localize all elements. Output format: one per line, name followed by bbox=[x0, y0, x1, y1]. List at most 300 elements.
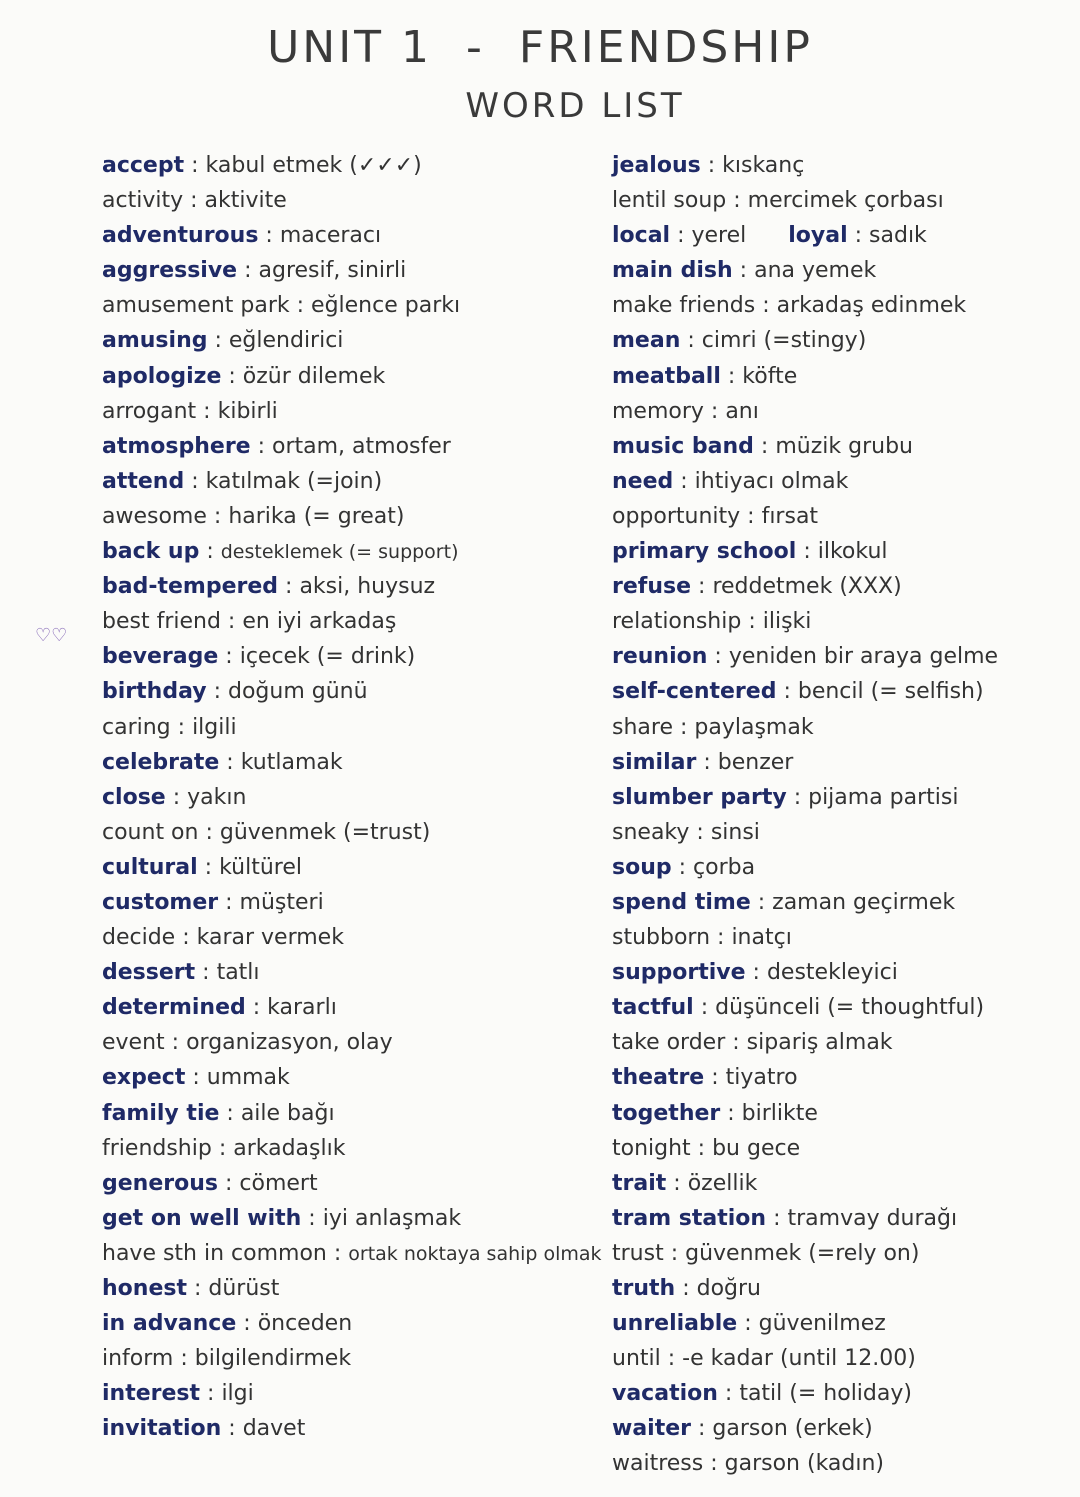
word-entry bbox=[102, 394, 592, 429]
separator: : bbox=[737, 1311, 759, 1337]
word-term: beverage bbox=[102, 644, 219, 670]
word-definition: özür dilemek bbox=[242, 363, 386, 389]
word-term: make friends bbox=[612, 293, 756, 319]
word-entry bbox=[102, 745, 592, 780]
topic-label: FRIENDSHIP bbox=[518, 22, 813, 73]
word-definition: en iyi arkadaş bbox=[242, 609, 397, 635]
word-definition: birlikte bbox=[741, 1100, 818, 1126]
word-definition: dürüst bbox=[208, 1276, 280, 1301]
separator: : bbox=[710, 925, 732, 951]
word-entry bbox=[102, 148, 592, 183]
word-definition: maceracı bbox=[279, 223, 382, 249]
separator: : bbox=[726, 188, 748, 214]
heart-doodle-icon: ♡♡ bbox=[35, 625, 68, 646]
word-definition: sadık bbox=[869, 223, 927, 249]
word-entry bbox=[102, 1341, 592, 1376]
word-entry bbox=[102, 253, 592, 288]
word-entry bbox=[612, 394, 1072, 429]
separator: : bbox=[707, 644, 729, 670]
word-definition: -e kadar (until 12.00) bbox=[682, 1346, 916, 1372]
word-entry bbox=[102, 429, 592, 464]
separator: : bbox=[184, 468, 206, 494]
separator: : bbox=[670, 223, 692, 249]
word-definition: harika (= great) bbox=[228, 503, 405, 529]
word-term: music band bbox=[612, 433, 754, 459]
separator: : bbox=[183, 188, 205, 214]
word-term: event bbox=[102, 1030, 165, 1056]
word-definition: ortam, atmosfer bbox=[272, 433, 451, 459]
separator: : bbox=[236, 1311, 258, 1337]
word-term: inform bbox=[102, 1346, 174, 1372]
word-definition: güvenilmez bbox=[758, 1311, 886, 1337]
separator: : bbox=[196, 398, 218, 424]
separator: : bbox=[258, 223, 280, 249]
separator: : bbox=[796, 539, 818, 565]
page-title bbox=[0, 22, 1080, 73]
word-term: have sth in common bbox=[102, 1240, 327, 1266]
separator: : bbox=[245, 995, 268, 1021]
word-definition: müşteri bbox=[239, 889, 324, 915]
word-term: expect bbox=[102, 1065, 186, 1091]
separator: : bbox=[221, 363, 243, 389]
word-term: awesome bbox=[102, 503, 207, 529]
word-entry bbox=[612, 955, 1072, 990]
separator: : bbox=[725, 1030, 747, 1056]
separator: : bbox=[690, 1135, 713, 1161]
word-term: sneaky bbox=[612, 819, 690, 845]
word-definition: aile bağı bbox=[240, 1100, 335, 1126]
word-entry bbox=[102, 464, 592, 499]
word-entry bbox=[612, 1306, 1072, 1341]
word-entry bbox=[102, 1131, 592, 1166]
separator: : bbox=[786, 784, 809, 810]
word-definition: inatçı bbox=[731, 925, 792, 951]
word-entry bbox=[612, 920, 1072, 955]
word-entry bbox=[612, 604, 1072, 639]
word-term: best friend bbox=[102, 609, 221, 635]
word-term: reunion bbox=[612, 644, 708, 670]
word-entry bbox=[612, 288, 1072, 323]
word-entry bbox=[612, 1236, 1072, 1271]
word-definition: ortak noktaya sahip olmak bbox=[348, 1242, 602, 1265]
separator: : bbox=[703, 398, 726, 424]
separator: : bbox=[221, 1416, 243, 1442]
separator: : bbox=[691, 574, 713, 600]
word-definition: anı bbox=[725, 398, 759, 424]
separator: : bbox=[278, 574, 300, 600]
word-entry bbox=[102, 990, 592, 1025]
word-term: aggressive bbox=[102, 258, 238, 284]
separator: : bbox=[207, 328, 229, 354]
word-definition: katılmak (=join) bbox=[205, 468, 383, 494]
word-term: amusement park bbox=[102, 293, 290, 319]
word-term: dessert bbox=[102, 960, 196, 986]
word-term: soup bbox=[612, 854, 672, 880]
word-definition: aktivite bbox=[204, 188, 287, 214]
word-term: bad-tempered bbox=[102, 574, 279, 600]
word-entry bbox=[612, 359, 1072, 394]
word-term: meatball bbox=[612, 363, 721, 389]
word-entry bbox=[102, 1025, 592, 1060]
word-definition: desteklemek (= support) bbox=[220, 541, 459, 564]
word-definition: yerel bbox=[691, 223, 747, 249]
word-definition: sinsi bbox=[710, 819, 760, 845]
separator: : bbox=[237, 258, 259, 284]
word-term: adventurous bbox=[102, 223, 259, 249]
separator: : bbox=[693, 995, 716, 1021]
word-term: vacation bbox=[612, 1381, 718, 1407]
separator: : bbox=[301, 1205, 323, 1231]
word-definition: kabul etmek (✓✓✓) bbox=[205, 153, 422, 178]
separator: : bbox=[680, 328, 702, 354]
separator: : bbox=[675, 1276, 697, 1301]
word-term: opportunity bbox=[612, 503, 741, 529]
word-entry bbox=[612, 710, 1072, 745]
word-entry bbox=[612, 1271, 1072, 1306]
word-definition: köfte bbox=[742, 363, 798, 389]
word-list-right-column bbox=[612, 148, 1072, 1482]
word-entry bbox=[102, 815, 592, 850]
word-term: loyal bbox=[788, 223, 848, 249]
title-dash: - bbox=[466, 22, 485, 73]
word-definition: yeniden bir araya gelme bbox=[728, 644, 999, 670]
word-definition: düşünceli (= thoughtful) bbox=[715, 995, 985, 1021]
word-entry bbox=[102, 1306, 592, 1341]
word-entry bbox=[102, 1060, 592, 1095]
word-entry bbox=[102, 1376, 592, 1411]
word-term: waitress bbox=[612, 1451, 704, 1477]
word-entry bbox=[612, 148, 1072, 183]
word-term: count on bbox=[102, 819, 199, 845]
word-term: theatre bbox=[612, 1065, 705, 1091]
word-term: interest bbox=[102, 1381, 201, 1407]
word-term: cultural bbox=[102, 854, 198, 880]
word-definition: karar vermek bbox=[196, 925, 344, 951]
word-term: amusing bbox=[102, 328, 208, 354]
word-entry bbox=[612, 674, 1072, 709]
separator: : bbox=[173, 1346, 195, 1372]
word-definition: arkadaş edinmek bbox=[776, 293, 967, 319]
word-term: get on well with bbox=[102, 1205, 302, 1231]
word-definition: reddetmek (XXX) bbox=[712, 574, 902, 600]
word-entry bbox=[612, 323, 1072, 358]
word-term: until bbox=[612, 1346, 661, 1372]
separator: : bbox=[704, 1065, 726, 1091]
separator: : bbox=[745, 960, 767, 986]
word-definition: özellik bbox=[687, 1170, 758, 1196]
word-definition: kutlamak bbox=[240, 749, 343, 775]
separator: : bbox=[776, 679, 798, 705]
word-definition: aksi, huysuz bbox=[299, 574, 436, 600]
word-definition: paylaşmak bbox=[694, 714, 814, 740]
word-term: in advance bbox=[102, 1311, 237, 1337]
separator: : bbox=[691, 1416, 713, 1442]
word-definition: eğlence parkı bbox=[311, 293, 461, 319]
word-term: friendship bbox=[102, 1135, 212, 1161]
separator: : bbox=[197, 854, 220, 880]
separator: : bbox=[740, 503, 762, 529]
word-definition: güvenmek (=trust) bbox=[219, 819, 431, 845]
word-entry bbox=[102, 1096, 592, 1131]
separator: : bbox=[753, 433, 776, 459]
word-definition: yakın bbox=[187, 784, 247, 810]
word-definition: içecek (= drink) bbox=[239, 644, 416, 670]
separator: : bbox=[755, 293, 777, 319]
separator: : bbox=[165, 784, 188, 810]
word-entry bbox=[102, 780, 592, 815]
word-term: generous bbox=[102, 1170, 218, 1196]
word-term: refuse bbox=[612, 574, 692, 600]
word-term: main dish bbox=[612, 258, 733, 284]
word-definition: agresif, sinirli bbox=[258, 258, 407, 284]
word-term: celebrate bbox=[102, 749, 220, 775]
word-definition: bencil (= selfish) bbox=[797, 679, 984, 705]
word-definition: ilişki bbox=[762, 609, 812, 635]
word-entry bbox=[102, 710, 592, 745]
word-term: self-centered bbox=[612, 679, 777, 705]
word-term: slumber party bbox=[612, 784, 787, 810]
word-entry bbox=[612, 1341, 1072, 1376]
word-definition: destekleyici bbox=[766, 960, 898, 986]
word-entry bbox=[612, 499, 1072, 534]
separator: : bbox=[220, 609, 243, 635]
separator: : bbox=[185, 1065, 207, 1091]
word-definition: ummak bbox=[206, 1065, 290, 1091]
word-entry bbox=[102, 1236, 602, 1271]
separator: : bbox=[766, 1205, 788, 1231]
word-term: lentil soup bbox=[612, 188, 727, 214]
word-definition: iyi anlaşmak bbox=[322, 1205, 462, 1231]
word-entry bbox=[102, 850, 592, 885]
word-term: trait bbox=[612, 1170, 667, 1196]
word-definition: doğru bbox=[696, 1276, 762, 1301]
word-definition: garson (kadın) bbox=[724, 1451, 885, 1477]
separator: : bbox=[218, 644, 240, 670]
word-definition: tiyatro bbox=[725, 1065, 798, 1091]
word-definition: cömert bbox=[239, 1170, 318, 1196]
word-entry bbox=[102, 1166, 592, 1201]
word-entry bbox=[102, 674, 592, 709]
word-entry bbox=[612, 1201, 1072, 1236]
separator: : bbox=[671, 854, 694, 880]
word-definition: organizasyon, olay bbox=[186, 1030, 393, 1056]
separator: : bbox=[164, 1030, 187, 1056]
word-term: activity bbox=[102, 188, 184, 214]
word-entry bbox=[612, 1411, 1072, 1446]
word-term: determined bbox=[102, 995, 246, 1021]
word-entry bbox=[102, 885, 592, 920]
word-entry bbox=[102, 1411, 592, 1446]
word-definition: eğlendirici bbox=[228, 328, 344, 354]
word-definition: fırsat bbox=[761, 503, 819, 529]
word-entry bbox=[102, 955, 592, 990]
word-entry bbox=[102, 183, 592, 218]
separator: : bbox=[219, 1100, 241, 1126]
word-definition: ilgi bbox=[221, 1381, 254, 1407]
word-entry bbox=[102, 534, 592, 569]
word-entry bbox=[102, 1201, 592, 1236]
word-term: local bbox=[612, 223, 671, 249]
word-term: birthday bbox=[102, 679, 207, 705]
unit-label: UNIT 1 bbox=[267, 22, 433, 73]
word-term: memory bbox=[612, 398, 704, 424]
separator: : bbox=[218, 889, 240, 915]
word-term: tactful bbox=[612, 995, 694, 1021]
word-term: accept bbox=[102, 153, 185, 178]
word-entry bbox=[102, 920, 592, 955]
word-entry bbox=[612, 534, 1072, 569]
word-entry bbox=[612, 780, 1072, 815]
separator: : bbox=[672, 714, 695, 740]
separator: : bbox=[184, 153, 206, 178]
word-term: honest bbox=[102, 1276, 187, 1301]
word-term: caring bbox=[102, 714, 171, 740]
word-term: relationship bbox=[612, 609, 742, 635]
word-definition: tramvay durağı bbox=[787, 1205, 958, 1231]
word-entry bbox=[612, 850, 1072, 885]
word-term: waiter bbox=[612, 1416, 691, 1442]
word-term: unreliable bbox=[612, 1311, 738, 1337]
separator: : bbox=[219, 749, 241, 775]
word-definition: ilgili bbox=[192, 714, 237, 740]
word-definition: bu gece bbox=[712, 1135, 801, 1161]
word-entry bbox=[612, 1060, 1072, 1095]
word-term: tram station bbox=[612, 1205, 767, 1231]
separator: : bbox=[195, 960, 217, 986]
word-term: attend bbox=[102, 468, 185, 494]
separator: : bbox=[689, 819, 711, 845]
word-entry bbox=[612, 569, 1072, 604]
word-term: truth bbox=[612, 1276, 676, 1301]
word-definition: garson (erkek) bbox=[712, 1416, 873, 1442]
word-term: customer bbox=[102, 889, 219, 915]
word-definition: davet bbox=[242, 1416, 306, 1442]
word-entry bbox=[102, 639, 592, 674]
word-definition: sipariş almak bbox=[746, 1030, 893, 1056]
separator: : bbox=[696, 749, 718, 775]
separator: : bbox=[741, 609, 763, 635]
word-entry bbox=[612, 990, 1072, 1025]
word-entry: local : yerel loyal : sadık bbox=[612, 223, 927, 249]
word-entry bbox=[102, 323, 592, 358]
word-list-left-column bbox=[102, 148, 602, 1446]
word-entry bbox=[612, 885, 1072, 920]
word-term: take order bbox=[612, 1030, 726, 1056]
separator: : bbox=[206, 503, 229, 529]
separator: : bbox=[732, 258, 755, 284]
word-definition: tatil (= holiday) bbox=[739, 1381, 912, 1407]
separator: : bbox=[703, 1451, 725, 1477]
word-definition: önceden bbox=[257, 1311, 353, 1337]
word-term: need bbox=[612, 468, 674, 494]
word-entry bbox=[612, 1376, 1072, 1411]
word-definition: zaman geçirmek bbox=[772, 889, 956, 915]
separator: : bbox=[211, 1135, 234, 1161]
word-definition: doğum günü bbox=[227, 679, 368, 705]
word-term: primary school bbox=[612, 539, 797, 565]
word-definition: kibirli bbox=[217, 398, 278, 424]
word-entry bbox=[612, 1166, 1072, 1201]
page-subtitle: WORD LIST bbox=[465, 86, 685, 126]
word-term: family tie bbox=[102, 1100, 220, 1126]
word-term: atmosphere bbox=[102, 433, 251, 459]
separator: : bbox=[175, 925, 197, 951]
word-term: apologize bbox=[102, 363, 222, 389]
word-definition: arkadaşlık bbox=[233, 1135, 346, 1161]
word-entry bbox=[612, 1096, 1072, 1131]
separator: : bbox=[326, 1240, 349, 1266]
separator: : bbox=[198, 819, 220, 845]
separator: : bbox=[673, 468, 695, 494]
word-term: trust bbox=[612, 1240, 664, 1266]
separator: : bbox=[750, 889, 773, 915]
word-term: close bbox=[102, 784, 166, 810]
word-entry bbox=[612, 183, 1072, 218]
word-entry bbox=[612, 1025, 1072, 1060]
word-entry bbox=[612, 429, 1072, 464]
word-definition: mercimek çorbası bbox=[747, 188, 944, 214]
word-definition: kararlı bbox=[267, 995, 337, 1021]
word-entry bbox=[102, 499, 592, 534]
word-definition: müzik grubu bbox=[775, 433, 913, 459]
word-term: spend time bbox=[612, 889, 751, 915]
word-definition: pijama partisi bbox=[808, 784, 959, 810]
word-definition: benzer bbox=[717, 749, 794, 775]
word-term: arrogant bbox=[102, 398, 197, 424]
word-term: jealous bbox=[612, 153, 701, 178]
word-definition: bilgilendirmek bbox=[194, 1346, 352, 1372]
word-term: tonight bbox=[612, 1135, 691, 1161]
word-entry bbox=[102, 604, 592, 639]
word-entry bbox=[612, 815, 1072, 850]
separator: : bbox=[720, 1100, 742, 1126]
separator: : bbox=[186, 1276, 209, 1301]
separator: : bbox=[199, 539, 221, 565]
word-term: stubborn bbox=[612, 925, 711, 951]
word-entry bbox=[612, 745, 1072, 780]
word-definition: ilkokul bbox=[817, 539, 888, 565]
word-entry bbox=[612, 1446, 1072, 1481]
word-term: supportive bbox=[612, 960, 746, 986]
word-entry bbox=[612, 464, 1072, 499]
word-entry bbox=[102, 218, 592, 253]
word-term: together bbox=[612, 1100, 721, 1126]
separator: : bbox=[200, 1381, 222, 1407]
word-entry bbox=[102, 1271, 592, 1306]
separator: : bbox=[660, 1346, 683, 1372]
separator: : bbox=[250, 433, 273, 459]
word-entry bbox=[102, 359, 592, 394]
word-entry bbox=[612, 1131, 1072, 1166]
word-term: back up bbox=[102, 539, 200, 565]
separator: : bbox=[717, 1381, 740, 1407]
separator: : bbox=[720, 363, 743, 389]
word-term: share bbox=[612, 714, 673, 740]
separator: : bbox=[217, 1170, 240, 1196]
word-definition: kültürel bbox=[219, 854, 302, 880]
word-definition: cimri (=stingy) bbox=[701, 328, 867, 354]
word-entry bbox=[102, 288, 592, 323]
word-entry bbox=[102, 569, 592, 604]
word-term: mean bbox=[612, 328, 681, 354]
word-term: decide bbox=[102, 925, 176, 951]
word-definition: tatlı bbox=[216, 960, 260, 986]
separator: : bbox=[289, 293, 312, 319]
word-term: invitation bbox=[102, 1416, 222, 1442]
word-entry bbox=[612, 639, 1072, 674]
word-definition: kıskanç bbox=[722, 153, 805, 178]
word-definition: ihtiyacı olmak bbox=[694, 468, 849, 494]
